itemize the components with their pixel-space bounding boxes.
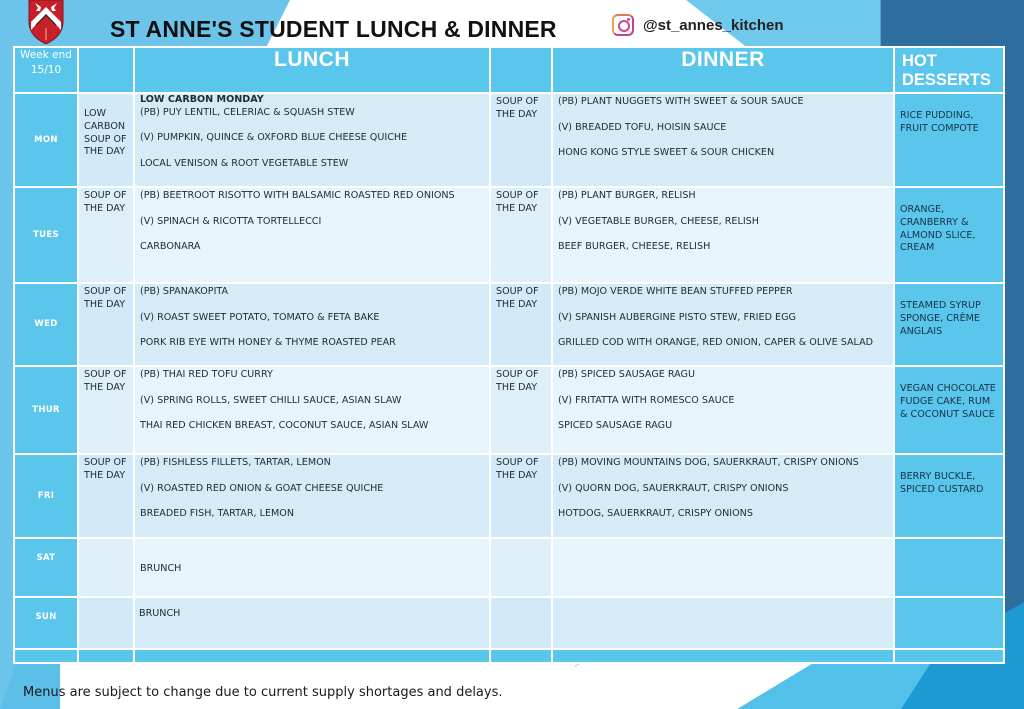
lunch-soup-fri <box>79 455 133 537</box>
lunch-dish-pb: (PB) THAI RED TOFU CURRY <box>140 369 273 380</box>
lunch-dish-pb: (PB) PUY LENTIL, CELERIAC & SQUASH STEW <box>140 106 355 118</box>
dinner-soup-text: SOUP OF THE DAY <box>496 369 539 393</box>
dinner-dish-meat: SPICED SAUSAGE RAGU <box>558 420 673 432</box>
lunch-soup-wed <box>79 284 133 365</box>
lunch-dish-v: (V) SPINACH & RICOTTA TORTELLECCI <box>140 215 322 227</box>
dessert-thur: VEGAN CHOCOLATE FUDGE CAKE, RUM & COCONUT SAUCE <box>895 367 1003 453</box>
lunch-tues <box>135 188 489 282</box>
page-title: ST ANNE'S STUDENT LUNCH & DINNER <box>110 16 557 42</box>
lunch-soup-mon <box>79 94 133 186</box>
dinner-tues <box>553 188 893 282</box>
college-crest-icon <box>27 0 65 44</box>
lunch-soup-text: SOUP OF THE DAY <box>84 190 127 214</box>
dinner-dish-pb: (PB) MOJO VERDE WHITE BEAN STUFFED PEPPER <box>558 286 793 297</box>
dinner-wed <box>553 284 893 365</box>
table-footer-cell <box>135 650 489 662</box>
dessert-sun <box>895 598 1003 648</box>
dinner-dish-v: (V) SPANISH AUBERGINE PISTO STEW, FRIED EGG <box>558 311 796 323</box>
lunch-soup-text: SOUP OF THE DAY <box>84 457 127 481</box>
dinner-mon <box>553 94 893 186</box>
dinner-dish-meat: HOTDOG, SAUERKRAUT, CRISPY ONIONS <box>558 508 753 520</box>
dinner-soup-text: SOUP OF THE DAY <box>496 190 539 214</box>
dinner-sat <box>553 539 893 596</box>
dinner-dish-pb: (PB) PLANT BURGER, RELISH <box>558 190 696 201</box>
dinner-soup-sat <box>491 539 551 596</box>
dinner-dish-pb: (PB) MOVING MOUNTAINS DOG, SAUERKRAUT, CRISPY ONIONS <box>558 457 859 468</box>
dinner-dish-meat: BEEF BURGER, CHEESE, RELISH <box>558 241 711 253</box>
dinner-soup-thur <box>491 367 551 453</box>
dinner-dish-v: (V) BREADED TOFU, HOISIN SAUCE <box>558 121 727 133</box>
lunch-fri <box>135 455 489 537</box>
day-label-mon: MON <box>15 94 77 186</box>
lunch-sun <box>135 598 489 648</box>
day-label-sat: SAT <box>15 539 77 596</box>
lunch-soup-text: SOUP OF THE DAY <box>84 369 127 393</box>
dinner-soup-sun <box>491 598 551 648</box>
lunch-dish-meat: PORK RIB EYE WITH HONEY & THYME ROASTED PEAR <box>140 337 396 349</box>
day-label-wed: WED <box>15 284 77 365</box>
dinner-soup-fri <box>491 455 551 537</box>
lunch-dish-v: (V) ROASTED RED ONION & GOAT CHEESE QUICHE <box>140 482 384 494</box>
lunch-dish-pb: (PB) FISHLESS FILLETS, TARTAR, LEMON <box>140 457 331 468</box>
dinner-soup-wed <box>491 284 551 365</box>
lunch-heading: LOW CARBON MONDAY <box>140 94 264 105</box>
dinner-dish-pb: (PB) PLANT NUGGETS WITH SWEET & SOUR SAUCE <box>558 96 804 107</box>
lunch-soup-sat <box>79 539 133 596</box>
lunch-dish-pb: (PB) BEETROOT RISOTTO WITH BALSAMIC ROASTED RED ONIONS <box>140 190 455 201</box>
table-footer-cell <box>79 650 133 662</box>
header-blank-dinner-soup <box>491 48 551 92</box>
lunch-dish-meat: CARBONARA <box>140 241 201 253</box>
instagram-link[interactable] <box>612 14 784 36</box>
table-footer-cell <box>895 650 1003 662</box>
dinner-fri <box>553 455 893 537</box>
disclaimer-note: Menus are subject to change due to current supply shortages and delays. <box>23 685 503 700</box>
lunch-soup-sun <box>79 598 133 648</box>
lunch-wed <box>135 284 489 365</box>
lunch-dish-v: (V) ROAST SWEET POTATO, TOMATO & FETA BAKE <box>140 311 380 323</box>
lunch-soup-tues <box>79 188 133 282</box>
dinner-dish-meat: GRILLED COD WITH ORANGE, RED ONION, CAPER & OLIVE SALAD <box>558 337 874 349</box>
instagram-icon <box>612 14 634 36</box>
lunch-dish-v: (V) SPRING ROLLS, SWEET CHILLI SAUCE, ASIAN SLAW <box>140 394 402 406</box>
dessert-mon: RICE PUDDING, FRUIT COMPOTE <box>895 94 1003 186</box>
dinner-sun <box>553 598 893 648</box>
lunch-thur <box>135 367 489 453</box>
day-label-tues: TUES <box>15 188 77 282</box>
dessert-fri: BERRY BUCKLE, SPICED CUSTARD <box>895 455 1003 537</box>
day-label-fri: FRI <box>15 455 77 537</box>
lunch-mon <box>135 94 489 186</box>
menu-table <box>13 46 1005 664</box>
table-footer-cell <box>491 650 551 662</box>
lunch-dish-pb: (PB) SPANAKOPITA <box>140 286 229 297</box>
header-blank-lunch-soup <box>79 48 133 92</box>
dinner-thur <box>553 367 893 453</box>
dessert-tues: ORANGE, CRANBERRY & ALMOND SLICE, CREAM <box>895 188 1003 282</box>
lunch-dish-meat: LOCAL VENISON & ROOT VEGETABLE STEW <box>140 157 349 169</box>
lunch-dish-meat: BREADED FISH, TARTAR, LEMON <box>140 508 295 520</box>
dinner-dish-v: (V) QUORN DOG, SAUERKRAUT, CRISPY ONIONS <box>558 482 789 494</box>
week-label: Week end 15/10 <box>15 48 77 92</box>
dessert-sat <box>895 539 1003 596</box>
lunch-dish-v: (V) PUMPKIN, QUINCE & OXFORD BLUE CHEESE QUICHE <box>140 132 408 144</box>
lunch-dish-meat: THAI RED CHICKEN BREAST, COCONUT SAUCE, ASIAN SLAW <box>140 420 429 432</box>
dinner-soup-text: SOUP OF THE DAY <box>496 96 539 120</box>
lunch-brunch: BRUNCH <box>139 608 181 619</box>
lunch-brunch: BRUNCH <box>140 563 182 574</box>
instagram-handle: @st_annes_kitchen <box>643 16 784 34</box>
column-header-dinner: DINNER <box>553 48 893 92</box>
lunch-soup-thur <box>79 367 133 453</box>
day-label-sun: SUN <box>15 598 77 648</box>
table-footer-cell <box>15 650 77 662</box>
dinner-soup-text: SOUP OF THE DAY <box>496 457 539 481</box>
dessert-wed: STEAMED SYRUP SPONGE, CRÈME ANGLAIS <box>895 284 1003 365</box>
column-header-lunch: LUNCH <box>135 48 489 92</box>
dinner-dish-pb: (PB) SPICED SAUSAGE RAGU <box>558 369 695 380</box>
column-header-desserts: HOT DESSERTS <box>895 48 1003 92</box>
dinner-soup-tues <box>491 188 551 282</box>
dinner-dish-v: (V) VEGETABLE BURGER, CHEESE, RELISH <box>558 215 759 227</box>
table-footer-cell <box>553 650 893 662</box>
dinner-dish-v: (V) FRITATTA WITH ROMESCO SAUCE <box>558 394 735 406</box>
day-label-thur: THUR <box>15 367 77 453</box>
dinner-soup-text: SOUP OF THE DAY <box>496 286 539 310</box>
lunch-soup-text: SOUP OF THE DAY <box>84 286 127 310</box>
lunch-sat <box>135 539 489 596</box>
dinner-dish-meat: HONG KONG STYLE SWEET & SOUR CHICKEN <box>558 147 775 159</box>
dinner-soup-mon <box>491 94 551 186</box>
lunch-soup-text: LOW CARBON SOUP OF THE DAY <box>84 108 127 158</box>
